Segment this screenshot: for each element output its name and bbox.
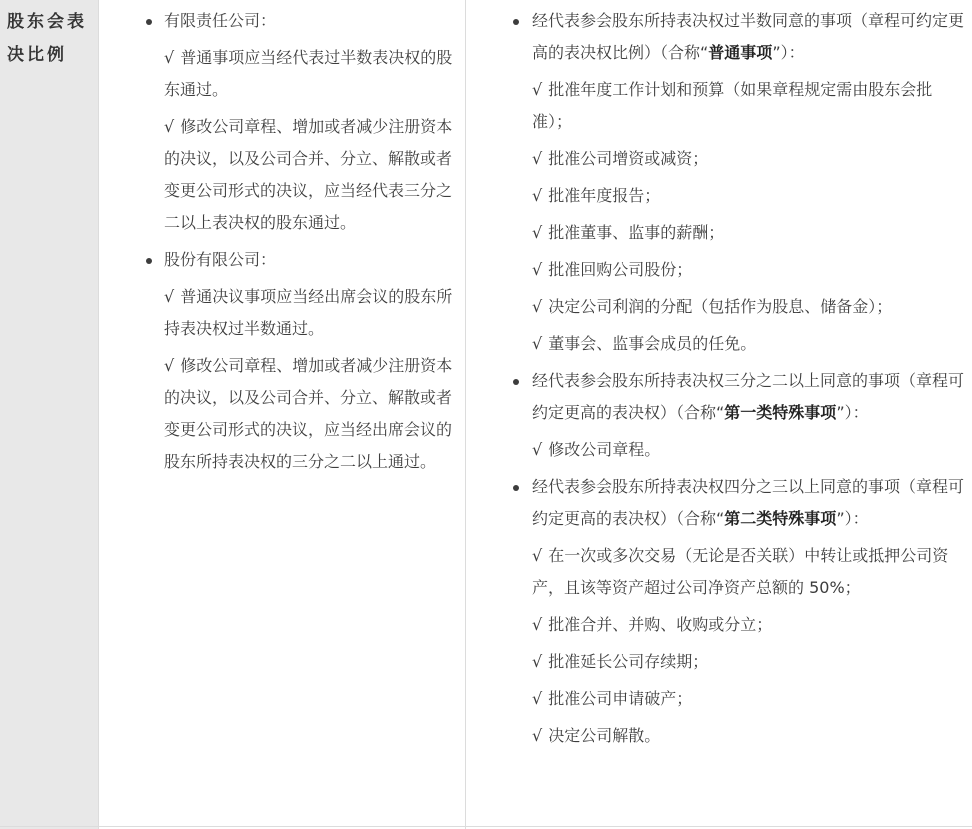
group-title-prefix: 经代表参会股东所持表决权四分之三以上同意的事项（章程可约定更高的表决权）（合称“	[532, 477, 965, 528]
list-item	[164, 42, 464, 106]
bullet-dot-icon	[146, 19, 152, 25]
item-text: 普通决议事项应当经出席会议的股东所持表决权过半数通过。	[164, 287, 453, 338]
item-text: 批准公司申请破产；	[548, 689, 693, 708]
item-text: 批准年度工作计划和预算（如果章程规定需由股东会批准）；	[532, 80, 933, 131]
list-item	[532, 180, 968, 212]
list-item	[532, 74, 968, 138]
group-title-suffix: ”）：	[836, 403, 869, 422]
bullet-dot-icon	[146, 258, 152, 264]
table-bottom-border	[0, 826, 972, 827]
group-title-bold: 普通事项	[708, 43, 773, 62]
group-title-suffix: ”）：	[772, 43, 805, 62]
check-mark-icon: √	[532, 223, 543, 242]
check-mark-icon: √	[164, 356, 175, 375]
list-item	[164, 281, 464, 345]
item-text: 决定公司解散。	[548, 726, 661, 745]
item-text: 普通事项应当经代表过半数表决权的股东通过。	[164, 48, 453, 99]
item-text: 董事会、监事会成员的任免。	[548, 334, 757, 353]
check-mark-icon: √	[164, 287, 175, 306]
list-item	[532, 720, 968, 752]
group-title-bold: 第二类特殊事项	[724, 509, 837, 528]
list-item-second-special-matters	[532, 471, 968, 752]
check-mark-icon: √	[164, 117, 175, 136]
list-item	[164, 111, 464, 239]
list-item-limited-liability	[164, 5, 464, 239]
item-text: 批准公司增资或减资；	[548, 149, 709, 168]
group-title-bold: 第一类特殊事项	[724, 403, 837, 422]
list-item	[164, 350, 464, 478]
list-item	[532, 540, 968, 604]
company-type-list	[164, 5, 464, 483]
item-text: 批准合并、并购、收购或分立；	[548, 615, 773, 634]
group-title-prefix: 经代表参会股东所持表决权过半数同意的事项（章程可约定更高的表决权比例）（合称“	[532, 11, 965, 62]
item-text: 修改公司章程。	[548, 440, 661, 459]
list-item	[532, 328, 968, 360]
matters-cell	[466, 0, 972, 829]
row-label-cell	[0, 0, 99, 829]
list-item-joint-stock	[164, 244, 464, 478]
list-item	[532, 254, 968, 286]
list-item	[532, 434, 968, 466]
list-item	[532, 217, 968, 249]
item-text: 修改公司章程、增加或者减少注册资本的决议，以及公司合并、分立、解散或者变更公司形式的决议，应当经出席会议的股东所持表决权的三分之二以上通过。	[164, 356, 453, 471]
check-mark-icon: √	[164, 48, 175, 67]
list-item	[532, 683, 968, 715]
list-item	[532, 143, 968, 175]
item-text: 批准回购公司股份；	[548, 260, 693, 279]
item-text: 批准延长公司存续期；	[548, 652, 709, 671]
item-text: 批准年度报告；	[548, 186, 661, 205]
item-text: 决定公司利润的分配（包括作为股息、储备金）；	[548, 297, 893, 316]
check-mark-icon: √	[532, 440, 543, 459]
group-title-prefix: 经代表参会股东所持表决权三分之二以上同意的事项（章程可约定更高的表决权）（合称“	[532, 371, 965, 422]
bullet-dot-icon	[513, 379, 519, 385]
list-item	[532, 609, 968, 641]
group-title: 股份有限公司：	[164, 250, 277, 269]
item-text: 批准董事、监事的薪酬；	[548, 223, 725, 242]
list-item-first-special-matters	[532, 365, 968, 466]
group-title-suffix: ”）：	[836, 509, 869, 528]
check-mark-icon: √	[532, 149, 543, 168]
check-mark-icon: √	[532, 726, 543, 745]
check-mark-icon: √	[532, 80, 543, 99]
check-mark-icon: √	[532, 260, 543, 279]
list-item-ordinary-matters	[532, 5, 968, 360]
bullet-dot-icon	[513, 19, 519, 25]
list-item	[532, 291, 968, 323]
list-item	[532, 646, 968, 678]
row-label: 股东会表决比例	[7, 12, 87, 65]
check-mark-icon: √	[532, 546, 543, 565]
check-mark-icon: √	[532, 186, 543, 205]
check-mark-icon: √	[532, 297, 543, 316]
group-title: 有限责任公司：	[164, 11, 277, 30]
company-type-cell	[99, 0, 466, 829]
check-mark-icon: √	[532, 334, 543, 353]
bullet-dot-icon	[513, 485, 519, 491]
check-mark-icon: √	[532, 652, 543, 671]
check-mark-icon: √	[532, 689, 543, 708]
check-mark-icon: √	[532, 615, 543, 634]
matters-list	[532, 5, 968, 757]
item-text: 修改公司章程、增加或者减少注册资本的决议，以及公司合并、分立、解散或者变更公司形式的决议，应当经代表三分之二以上表决权的股东通过。	[164, 117, 453, 232]
item-text: 在一次或多次交易（无论是否关联）中转让或抵押公司资产，且该等资产超过公司净资产总额的 50%；	[532, 546, 949, 597]
